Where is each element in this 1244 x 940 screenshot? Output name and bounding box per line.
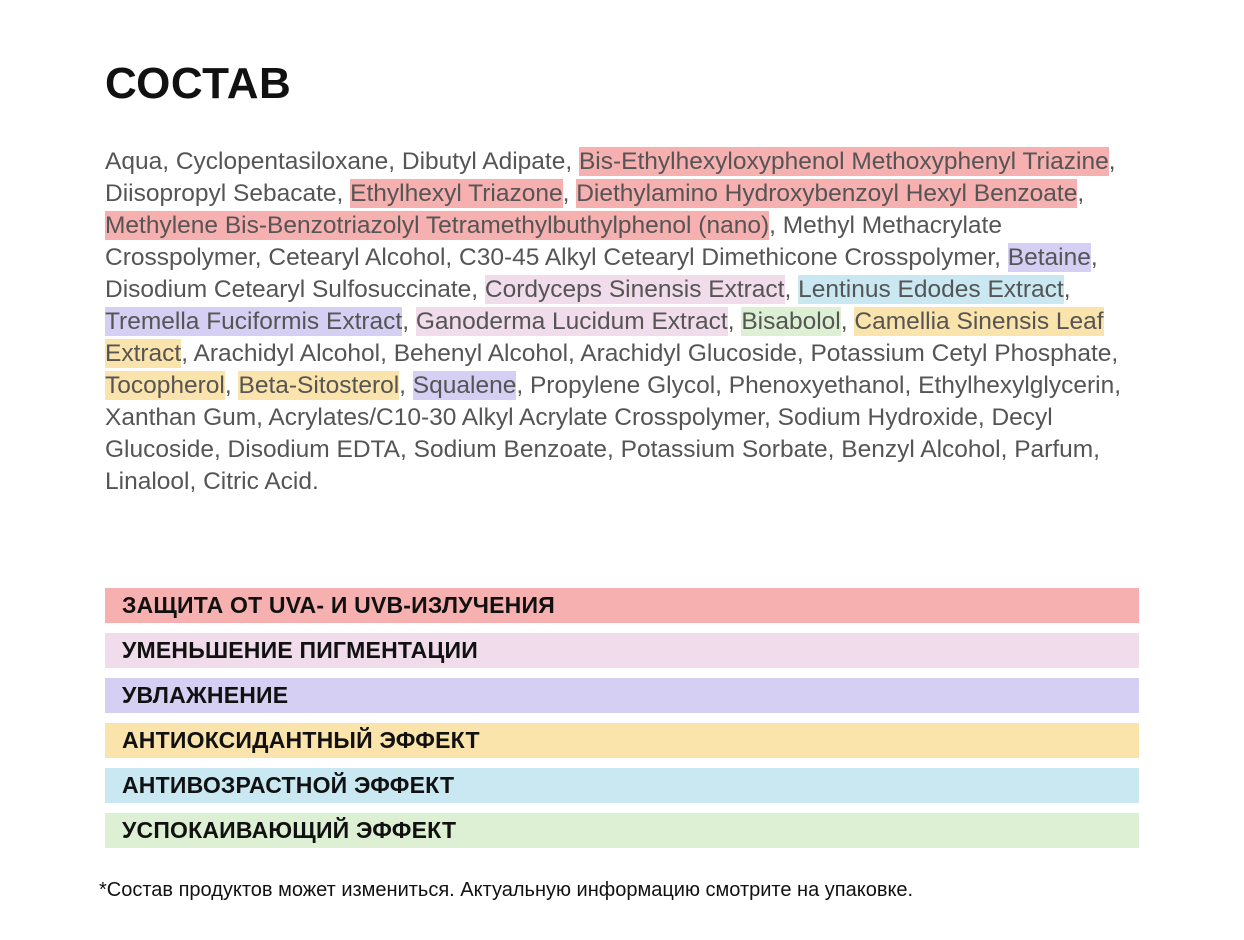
ingredient-highlight-pigment: Cordyceps Sinensis Extract: [484, 276, 785, 303]
ingredient-highlight-uv: Ethylhexyl Triazone: [350, 180, 563, 207]
ingredient-highlight-antiage: Lentinus Edodes Extract: [798, 276, 1064, 303]
ingredient-text: , Diisopropyl Sebacate,: [105, 148, 1116, 207]
ingredients-list: [105, 146, 1155, 498]
ingredient-highlight-uv: Bis-Ethylhexyloxyphenol Methoxyphenyl Triazine: [578, 148, 1109, 175]
legend-item-antiox: АНТИОКСИДАНТНЫЙ ЭФФЕКТ: [105, 723, 1139, 758]
legend-item-moist: УВЛАЖНЕНИЕ: [105, 678, 1139, 713]
ingredient-highlight-uv: Diethylamino Hydroxybenzoyl Hexyl Benzoate: [576, 180, 1078, 207]
ingredient-text: ,: [1063, 276, 1071, 303]
legend-item-antiage: АНТИВОЗРАСТНОЙ ЭФФЕКТ: [105, 768, 1139, 803]
ingredient-text: ,: [840, 308, 855, 335]
legend-item-calm: УСПОКАИВАЮЩИЙ ЭФФЕКТ: [105, 813, 1139, 848]
ingredient-text: Aqua, Cyclopentasiloxane, Dibutyl Adipate,: [105, 148, 579, 175]
ingredient-text: , Methyl Methacrylate Crosspolymer, Cetearyl Alcohol, C30-45 Alkyl Cetearyl Dimethicone Crosspolymer,: [105, 212, 1008, 271]
legend: [105, 588, 1139, 858]
ingredient-text: , Propylene Glycol, Phenoxyethanol, Ethylhexylglycerin, Xanthan Gum, Acrylates/C10-30 Alkyl Acrylate Crosspolymer, Sodium Hydroxide, Decyl Glucoside, Disodium EDTA, Sodium Benzoate, Potassium Sorbate, Benzyl Alcohol, Parfum, Linalool, Citric Acid.: [105, 372, 1121, 495]
ingredient-highlight-moist: Tremella Fuciformis Extract: [105, 308, 403, 335]
ingredient-text: ,: [784, 276, 799, 303]
ingredient-highlight-moist: Betaine: [1007, 244, 1091, 271]
ingredient-highlight-antiox: Tocopherol: [105, 372, 225, 399]
legend-item-pigment: УМЕНЬШЕНИЕ ПИГМЕНТАЦИИ: [105, 633, 1139, 668]
ingredient-highlight-moist: Squalene: [412, 372, 517, 399]
ingredient-text: ,: [562, 180, 577, 207]
ingredient-text: ,: [224, 372, 239, 399]
ingredient-highlight-antiox: Camellia Sinensis Leaf Extract: [105, 308, 1104, 367]
ingredient-highlight-calm: Bisabolol: [741, 308, 841, 335]
ingredient-highlight-antiox: Beta-Sitosterol: [238, 372, 400, 399]
ingredient-text: ,: [727, 308, 742, 335]
ingredient-text: ,: [399, 372, 413, 399]
ingredient-highlight-uv: Methylene Bis-Benzotriazolyl Tetramethylbuthylphenol (nano): [105, 212, 770, 239]
ingredient-text: , Disodium Cetearyl Sulfosuccinate,: [105, 244, 1098, 303]
footnote: *Состав продуктов может измениться. Актуальную информацию смотрите на упаковке.: [99, 879, 914, 901]
ingredient-highlight-pigment: Ganoderma Lucidum Extract: [415, 308, 728, 335]
ingredient-text: , Arachidyl Alcohol, Behenyl Alcohol, Arachidyl Glucoside, Potassium Cetyl Phosphate,: [181, 340, 1119, 367]
legend-item-uv: ЗАЩИТА ОТ UVA- И UVB-ИЗЛУЧЕНИЯ: [105, 588, 1139, 623]
page-title: СОСТАВ: [105, 59, 292, 108]
ingredient-text: ,: [1077, 180, 1085, 207]
ingredient-text: ,: [402, 308, 416, 335]
